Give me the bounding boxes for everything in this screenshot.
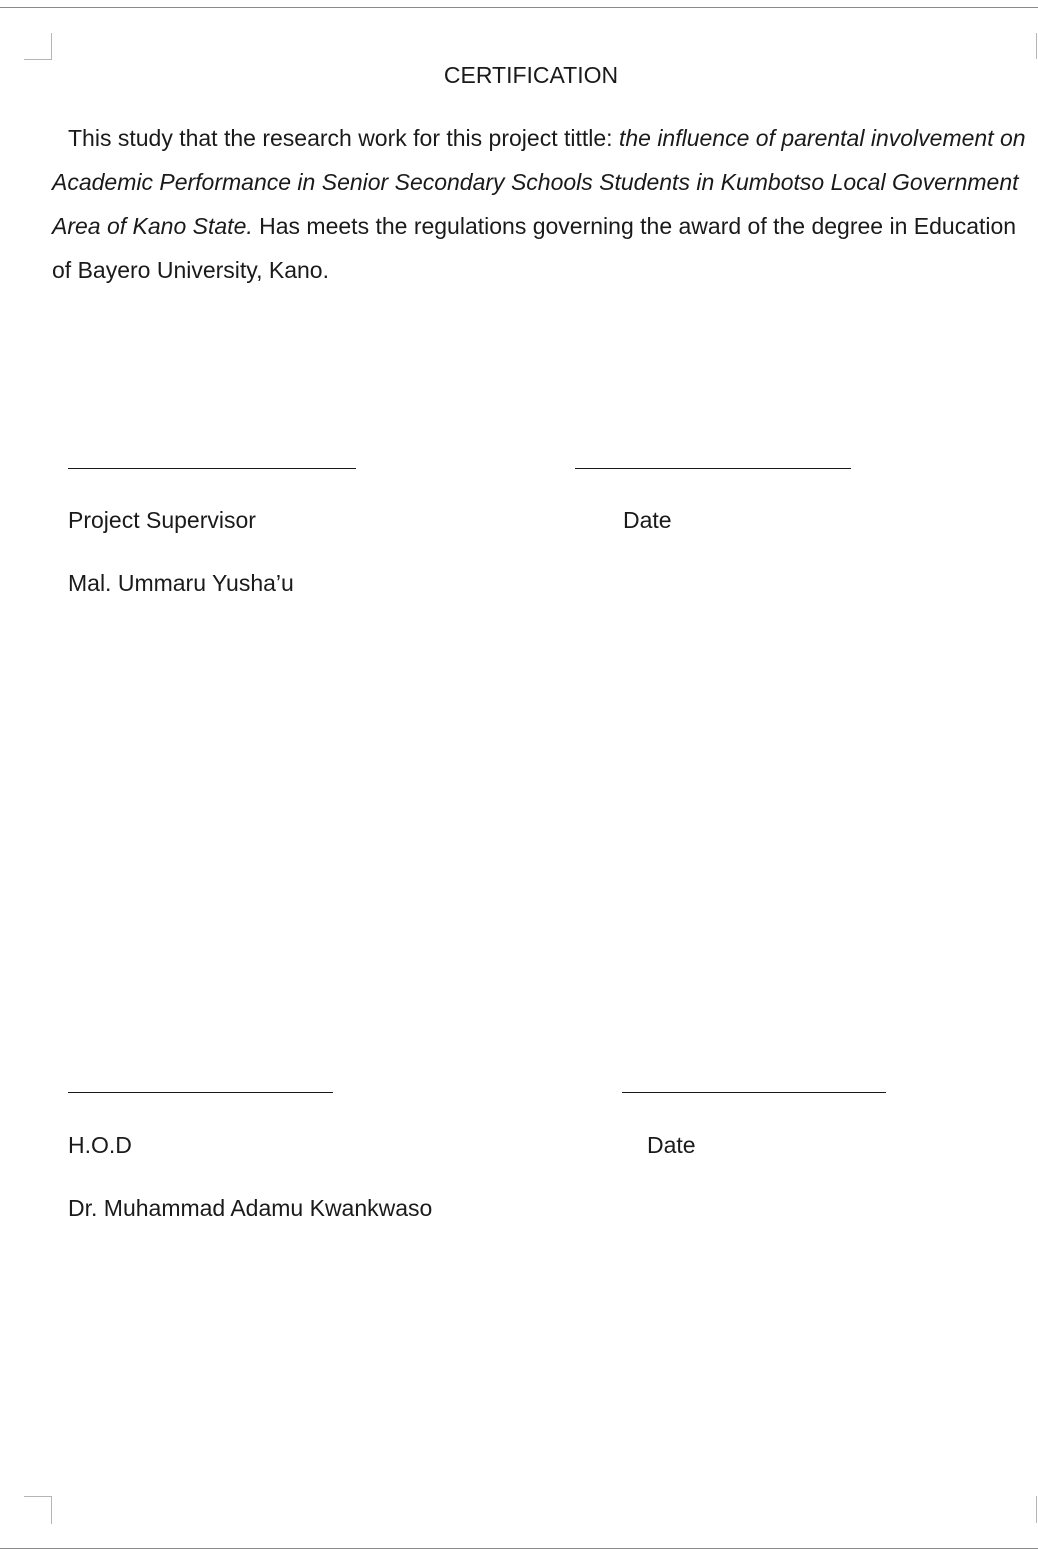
hod-role-label: H.O.D	[68, 1132, 132, 1158]
supervisor-signature-line	[68, 468, 356, 469]
page-title: CERTIFICATION	[443, 62, 619, 88]
paragraph-intro: This study that the research work for this project tittle:	[68, 125, 619, 151]
hod-date-line	[622, 1092, 886, 1093]
hod-date-label: Date	[647, 1132, 696, 1158]
certification-paragraph	[52, 116, 1038, 292]
page-top-edge	[0, 7, 1038, 8]
project-title-text: the influence of parental involvement on Academic Performance in Senior Secondary Schools Students in Kumbotso Local Government Area of Kano State.	[52, 125, 1026, 239]
supervisor-name: Mal. Ummaru Yusha’u	[68, 570, 294, 596]
supervisor-date-label: Date	[623, 507, 672, 533]
paragraph-closing: Has meets the regulations governing the award of the degree in Education of Bayero University, Kano.	[52, 213, 1017, 283]
hod-signature-line	[68, 1092, 333, 1093]
supervisor-role-label: Project Supervisor	[68, 507, 256, 533]
margin-corner-mark-bottom-left	[24, 1496, 52, 1524]
margin-corner-mark-top-left	[24, 33, 52, 60]
hod-name: Dr. Muhammad Adamu Kwankwaso	[68, 1195, 433, 1221]
supervisor-date-line	[575, 468, 851, 469]
